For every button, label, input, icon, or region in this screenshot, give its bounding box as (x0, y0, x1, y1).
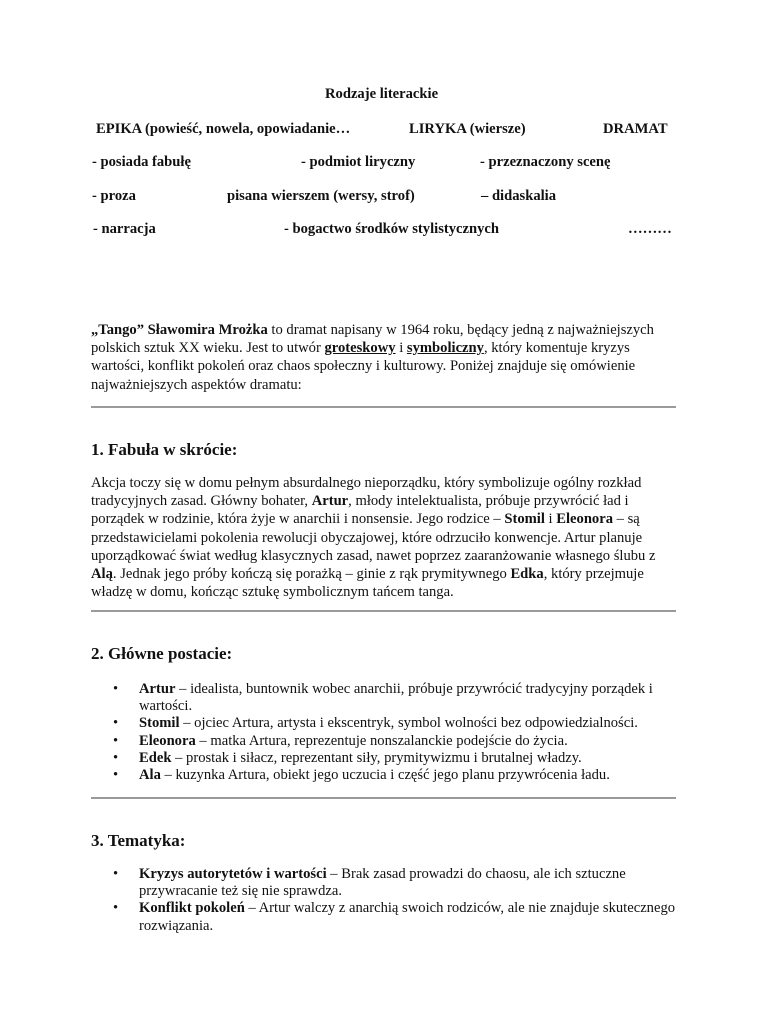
dramat-feature-3: ……… (628, 221, 672, 237)
list-item: • Artur – idealista, buntownik wobec anarchii, próbuje przywrócić tradycyjny porządek i wartości. (113, 681, 653, 715)
fabula-paragraph: Akcja toczy się w domu pełnym absurdalnego nieporządku, który symbolizuje ogólny rozkład tradycyjnych zasad. Główny bohater, Artur, młody intelektualista, próbuje przywrócić ład i porządek w rodzinie, która żyje w anarchii i nonsensie. Jego rodzice – Stomil i Eleonora – są przedstawicielami pokolenia rewolucji obyczajowej, które odrzuciło konwencje. Artur planuje uporządkować świat według klasycznych zasad, nawet poprzez zaaranżowanie własnego ślubu z Alą. Jednak jego próby kończą się porażką – ginie z rąk prymitywnego Edka, który przejmuje władzę w domu, kończąc sztukę symbolicznym tańcem tanga. (91, 475, 656, 601)
divider (91, 797, 676, 799)
header-dramat: DRAMAT (603, 121, 668, 137)
section-heading-postacie: 2. Główne postacie: (91, 644, 233, 663)
header-liryka: LIRYKA (wiersze) (409, 121, 526, 137)
characters-list (91, 681, 681, 784)
dramat-feature-1: - przeznaczony scenę (480, 154, 611, 170)
bullet-icon: • (113, 715, 119, 732)
epika-feature-3: - narracja (93, 221, 156, 237)
bullet-icon: • (113, 681, 119, 697)
intro-lead: „Tango” Sławomira Mrożka (91, 322, 268, 338)
liryka-feature-1: - podmiot liryczny (301, 154, 416, 170)
list-item: • Eleonora – matka Artura, reprezentuje nonszalanckie podejście do życia. (113, 732, 568, 749)
themes-list (91, 866, 681, 935)
intro-paragraph: „Tango” Sławomira Mrożka to dramat napisany w 1964 roku, będący jedną z najważniejszych polskich sztuk XX wieku. Jest to utwór groteskowy i symboliczny, który komentuje kryzys wartości, konflikt pokoleń oraz chaos społeczny i kulturowy. Poniżej znajduje się omówienie najważniejszych aspektów dramatu: (91, 322, 654, 393)
list-item: • Ala – kuzynka Artura, obiekt jego uczucia i część jego planu przywrócenia ładu. (113, 767, 610, 784)
liryka-feature-3: - bogactwo środków stylistycznych (284, 221, 499, 237)
dramat-feature-2: – didaskalia (481, 188, 557, 204)
divider (91, 406, 676, 408)
bullet-icon: • (113, 749, 119, 766)
epika-feature-1: - posiada fabułę (92, 154, 191, 170)
table-title: Rodzaje literackie (325, 86, 439, 102)
bullet-icon: • (113, 866, 119, 882)
section-heading-fabula: 1. Fabuła w skrócie: (91, 440, 238, 459)
header-epika: EPIKA (powieść, nowela, opowiadanie… (96, 121, 351, 137)
list-item: • Kryzys autorytetów i wartości – Brak zasad prowadzi do chaosu, ale ich sztuczne przywracanie też się nie sprawdza. (113, 866, 626, 900)
list-item: • Stomil – ojciec Artura, artysta i ekscentryk, symbol wolności bez odpowiedzialności. (113, 715, 638, 732)
bullet-icon: • (113, 767, 119, 784)
section-heading-tematyka: 3. Tematyka: (91, 831, 186, 850)
divider (91, 610, 676, 612)
epika-feature-2: - proza (92, 188, 136, 204)
liryka-feature-2: pisana wierszem (wersy, strof) (227, 188, 415, 204)
term-symboliczny: symboliczny (406, 340, 484, 357)
list-item: • Edek – prostak i siłacz, reprezentant siły, prymitywizmu i brutalnej władzy. (113, 749, 582, 766)
list-item: • Konflikt pokoleń – Artur walczy z anarchią swoich rodziców, ale nie znajduje skutecznego rozwiązania. (113, 900, 676, 934)
bullet-icon: • (113, 732, 119, 749)
term-groteskowy: groteskowy (324, 340, 396, 357)
bullet-icon: • (113, 900, 119, 917)
